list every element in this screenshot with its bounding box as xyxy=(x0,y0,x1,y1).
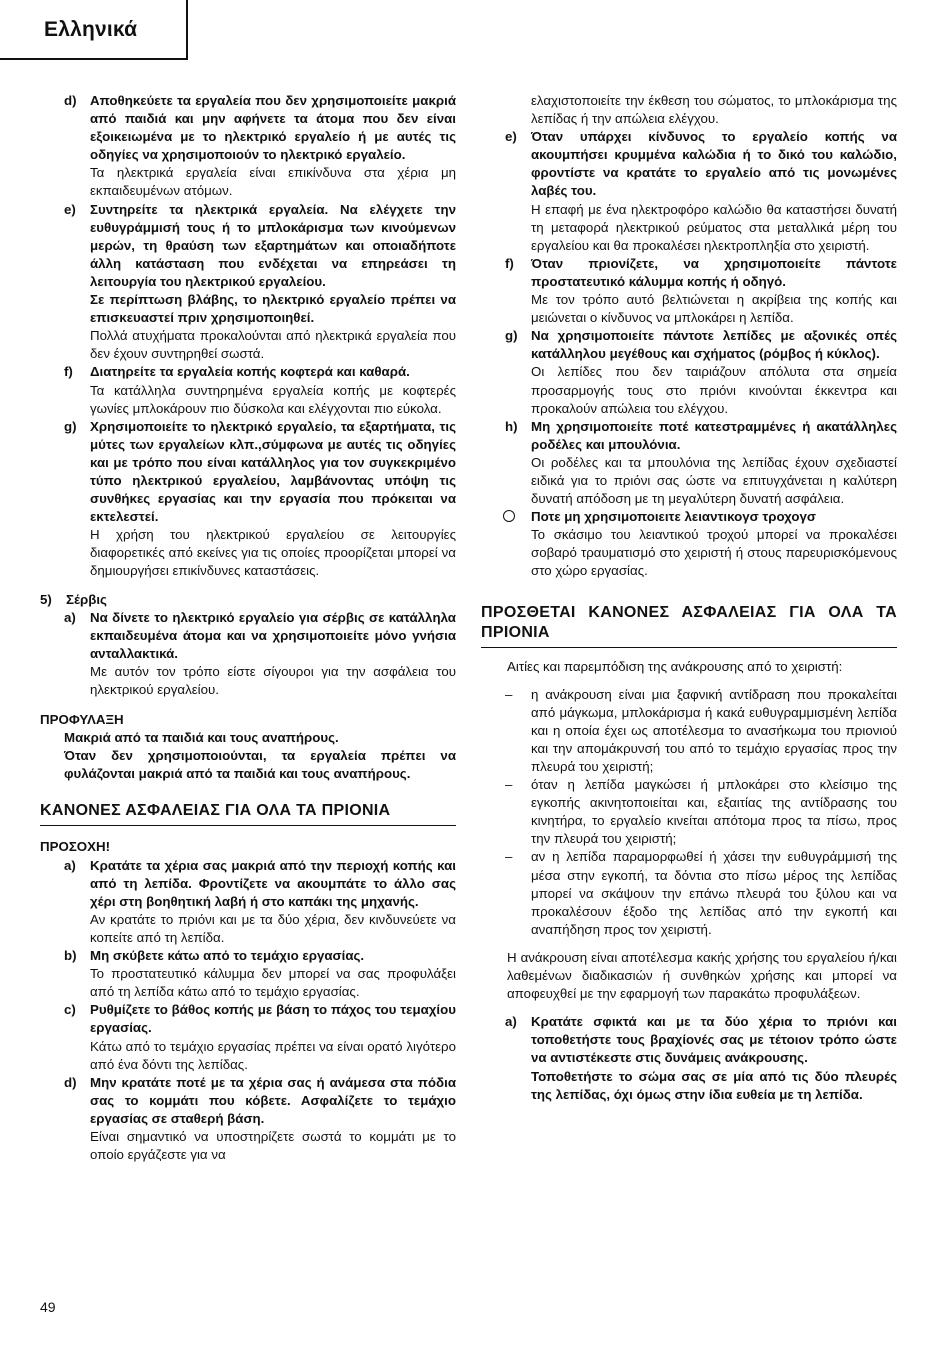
list-item: h) Μη χρησιμοποιείτε ποτέ κατεστραμμένες ή ακατάλληλες ροδέλες και μπουλόνια. Οι ροδέλες και τα μπουλόνια της λεπίδας έχουν σχεδιαστεί ειδικά για το πριόνι σας ώστε να επιτυγχάνεται η καλύτερη δυνατή απόδοση με τη μεγαλύτερη δυνατή ασφάλεια. xyxy=(505,418,897,507)
list-item: – αν η λεπίδα παραμορφωθεί ή χάσει την ευθυγράμμισή της μέσα στην εγκοπή, τα δόντια στο πίσω μέρος της λεπίδας μπορεί να σκάψουν την επάνω πλευρά του ξύλου και να προκαλέσουν έξοδο της λεπίδας από την εγκοπή και αναπήδηση προς τον χειριστή. xyxy=(505,849,897,937)
list-item: c) Ρυθμίζετε το βάθος κοπής με βάση το πάχος του τεμαχίου εργασίας. Κάτω από το τεμάχιο εργασίας πρέπει να είναι ορατό λιγότερο από ένα δόντι της λεπίδας. xyxy=(64,1002,456,1072)
list-item: a) Κρατάτε σφικτά και με τα δύο χέρια το πριόνι και τοποθετήστε τους βραχίονές σας με τέτοιον τρόπο ώστε να αντιστέκεστε στις δυνάμεις ανάκρουσης. Τοποθετήστε το σώμα σας σε μία από τις δύο πλευρές της λεπίδας, όχι όμως στην ίδια ευθεία με τη λεπίδα. xyxy=(505,1014,897,1102)
list-item: g) Να χρησιμοποιείτε πάντοτε λεπίδες με αξονικές οπές κατάλληλου μεγέθους και σχήματος (ρόμβος ή κύκλος). Οι λεπίδες που δεν ταιριάζουν απόλυτα στα σημεία προσαρμογής τους στο πριόνι κινούνται έκκεντρα και προκαλούν απώλεια του ελέγχου. xyxy=(505,328,897,416)
list-item: – η ανάκρουση είναι μια ξαφνική αντίδραση που προκαλείται από μάγκωμα, μπλοκάρισμα ή κακά ευθυγραμμισμένη λεπίδα και η οποία έχει ως αποτέλεσμα το ανασήκωμα του πριονιού και την απομάκρυνσή του από το τεμάχιο εργασίας προς την πλευρά του χειριστή; xyxy=(505,686,897,774)
list-item: a) Να δίνετε το ηλεκτρικό εργαλείο για σέρβις σε κατάλληλα εκπαιδευμένα άτομα και να χρησιμοποιείτε μόνο γνήσια ανταλλακτικά. Με αυτόν τον τρόπο είστε σίγουροι για την ασφάλεια του ηλεκτρικού εργαλείου. xyxy=(64,609,456,697)
list-item: e) Όταν υπάρχει κίνδυνος το εργαλείο κοπής να ακουμπήσει κρυμμένα καλώδια ή το δικό του καλώδιο, φροντίστε να κρατάτε το εργαλείο από τις μονωμένες λαβές του. Η επαφή με ένα ηλεκτροφόρο καλώδιο θα καταστήσει δυνατή τη μεταφορά ηλεκτρικού ρεύματος στα μεταλλικά μέρη του εργαλείου και θα προκαλέσει ηλεκτροπληξία στο χειριστή. xyxy=(505,129,897,253)
list-item: – όταν η λεπίδα μαγκώσει ή μπλοκάρει στο κλείσιμο της εγκοπής ακινητοποιείται και, εξαιτίας της αντίδρασης του κινητήρα, το εργαλείο κινείται απότομα προς τα πίσω, προς την πλευρά του χειριστή; xyxy=(505,777,897,847)
list-item: d) Μην κρατάτε ποτέ με τα χέρια σας ή ανάμεσα στα πόδια σας το κομμάτι που κόβετε. Ασφαλίζετε το τεμάχιο εργασίας σε σταθερή βάση. Είναι σημαντικό να υποστηρίζετε σωστά το κομμάτι με το οποίο εργάζεστε για να xyxy=(64,1074,456,1163)
right-column xyxy=(481,92,897,1104)
page-number: 49 xyxy=(40,1299,56,1315)
caution-title: ΠΡΟΣΟΧΗ! xyxy=(40,839,111,855)
precaution-text: Μακριά από τα παιδιά και τους αναπήρους. Όταν δεν χρησιμοποιούνται, τα εργαλεία πρέπει να φυλάζονται μακριά από τα παιδιά και τους αναπήρους. xyxy=(64,730,456,782)
list-item: f) Όταν πριονίζετε, να χρησιμοποιείτε πάντοτε προστατευτικό κάλυμμα κοπής ή οδηγό. Με τον τρόπο αυτό βελτιώνεται η ακρίβεια της κοπής και μειώνεται ο κίνδυνος να μπλοκάρει η λεπίδα. xyxy=(505,255,897,326)
list-item: b) Μη σκύβετε κάτω από το τεμάχιο εργασίας. Το προστατευτικό κάλυμμα δεν μπορεί να σας προφυλάξει από τη λεπίδα κάτω από το τεμάχιο εργασίας. xyxy=(64,948,456,1000)
kickback-intro: Αιτίες και παρεμπόδιση της ανάκρουσης από το χειριστή: xyxy=(507,658,843,674)
circle-bullet-icon xyxy=(503,510,515,522)
precaution-title: ΠΡΟΦΥΛΑΞΗ xyxy=(40,712,124,728)
list-item: f) Διατηρείτε τα εργαλεία κοπής κοφτερά και καθαρά. Τα κατάλληλα συντηρημένα εργαλεία κοπής με κοφτερές γωνίες μπλοκάρουν πιο δύσκολα και ελέγχονται πιο εύκολα. xyxy=(64,364,456,416)
continuation-text: ελαχιστοποιείτε την έκθεση του σώματος, το μπλοκάρισμα της λεπίδας ή την απώλεια ελέγχου. xyxy=(531,93,897,127)
list-item: g) Χρησιμοποιείτε το ηλεκτρικό εργαλείο, τα εξαρτήματα, τις μύτες των εργαλείων κλπ.,σύμφωνα με αυτές τις οδηγίες και με τρόπο που είναι κατάλληλος για τον συγκεκριμένο τύπο ηλεκτρικού εργαλείου, λαμβάνοντας υπόψη τις συνθήκες εργασίας και την εργασία που πρόκειται να εκτελεστεί. Η χρήση του ηλεκτρικού εργαλείου σε λειτουργίες διαφορετικές από εκείνες για τις οποίες προορίζεται μπορεί να δημιουργήσει επικίνδυνες καταστάσεις. xyxy=(64,418,456,579)
language-label: Ελληνικά xyxy=(44,18,138,41)
list-item: Ποτε μη χρησιμοποιειτε λειαντικογσ τροχογσ Το σκάσιμο του λειαντικού τροχού μπορεί να προκαλέσει σοβαρό τραυματισμό στο χειριστή ή στους παρευρισκόμενους στο χώρο εργασίας. xyxy=(481,508,897,580)
left-column xyxy=(40,92,456,1164)
language-tab xyxy=(0,0,188,60)
list-item: a) Κρατάτε τα χέρια σας μακριά από την περιοχή κοπής και από τη λεπίδα. Φροντίζετε να ακουμπάτε το άλλο σας χέρι στη βοηθητική λαβή ή στο καπάκι της μηχανής. Αν κρατάτε το πριόνι και με τα δύο χέρια, δεν κινδυνεύετε να κοπείτε από τη λεπίδα. xyxy=(64,857,456,945)
section-title: ΚΑΝΟΝΕΣ ΑΣΦΑΛΕΙΑΣ ΓΙΑ ΟΛΑ ΤΑ ΠΡΙΟΝΙΑ xyxy=(40,801,456,826)
list-item: d) Αποθηκεύετε τα εργαλεία που δεν χρησιμοποιείτε μακριά από παιδιά και μην αφήνετε τα άτομα που δεν είναι εξοικειωμένα με το ηλεκτρικό εργαλείο ή με αυτές τις οδηγίες να χρησιμοποιούν το ηλεκτρικό εργαλείο. Τα ηλεκτρικά εργαλεία είναι επικίνδυνα στα χέρια μη εκπαιδευμένων ατόμων. xyxy=(64,93,456,199)
service-heading: 5) Σέρβις xyxy=(40,591,107,607)
kickback-result: Η ανάκρουση είναι αποτέλεσμα κακής χρήσης του εργαλείου ή/και λαθεμένων διαδικασιών ή συνθηκών χρήσης και μπορεί να αποφευχθεί με την εφαρμογή των παρακάτω προφυλάξεων. xyxy=(507,949,897,1002)
section-title: ΠΡΟΣΘΕΤΑΙ ΚΑΝΟΝΕΣ ΑΣΦΑΛΕΙΑΣ ΓΙΑ ΟΛΑ ΤΑ ΠΡΙΟΝΙΑ xyxy=(481,603,897,648)
list-item: e) Συντηρείτε τα ηλεκτρικά εργαλεία. Να ελέγχετε την ευθυγράμμισή τους ή το μπλοκάρισμα των κινούμενων μερών, τη θραύση των εξαρτημάτων και οποιαδήποτε άλλη κατάσταση που ενδέχεται να επηρεάσει τη λειτουργία του ηλεκτρικού εργαλείου. Σε περίπτωση βλάβης, το ηλεκτρικό εργαλείο πρέπει να επισκευαστεί πριν χρησιμοποιηθεί. Πολλά ατυχήματα προκαλούνται από ηλεκτρικά εργαλεία που δεν έχουν συντηρηθεί σωστά. xyxy=(64,201,456,362)
